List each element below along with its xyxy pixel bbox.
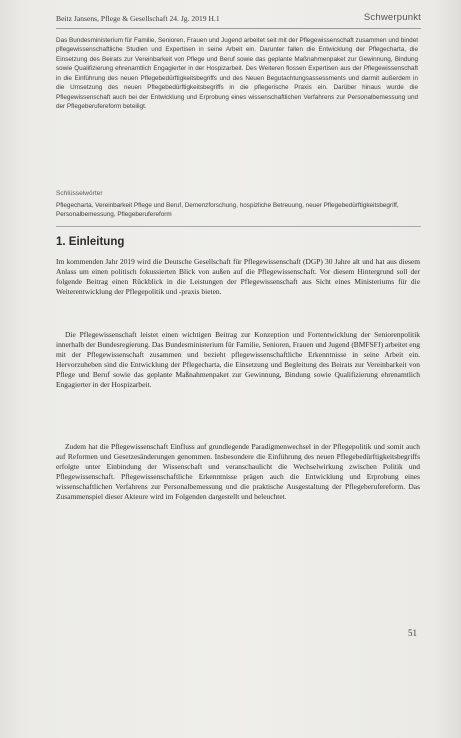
body-paragraph-1: Im kommenden Jahr 2019 wird die Deutsche Gesellschaft für Pflegewissenschaft (DGP) 30 Jahre alt und hat aus diesem Anlass um einen politisch fokussierten Blick von außen auf die Pflegewissenschaft. Vor diesem Hintergrund soll der folgende Beitrag einen Rückblick in die Leistungen der Pflegewissenschaft aus Sicht eines Ministeriums für die Weiterentwicklung der Pflegepolitik und -praxis bieten. (56, 257, 420, 297)
section-divider (56, 226, 421, 227)
running-header (56, 12, 421, 28)
keywords-text: Pflegecharta, Vereinbarkeit Pflege und Beruf, Demenzforschung, hospizliche Betreuung, neuer Pflegebedürftigkeitsbegriff, Personalbemessung, Pflegeberufereform (56, 202, 399, 219)
abstract-text: Das Bundesministerium für Familie, Senioren, Frauen und Jugend arbeitet seit mit der Pflegewissenschaft zusammen und bindet pflegewissenschaftliche Studien und Expertisen in seine Arbeit ein. Darunter fallen die Entwicklung der Pflegecharta, die Einsetzung des Beirats zur Vereinbarkeit von Pflege und Beruf sowie das geplante Maßnahmenpaket zur Gewinnung, Bindung sowie Qualifizierung ehrenamtlich Engagierter in der Hospizarbeit. Des Weiteren flossen Expertisen aus der Pflegewissenschaft in die Einführung des neuen Pflegebedürftigkeitsbegriffs und des Neuen Begutachtungsassessments und darmit außerdem in die Umsetzung des neuen Pflegebedürftigkeitsbegriffs in die pflegerische Praxis ein. Darüber hinaus wurde die Pflegewissenschaft auch bei der Entwicklung und Erprobung eines wissenschaftlichen Verfahrens zur Personalbemessung und der Pflegeberufereform beteiligt. (56, 37, 418, 111)
keywords-label: Schlüsselwörter (56, 190, 103, 197)
header-divider (56, 28, 421, 29)
section-title: 1. Einleitung (56, 236, 125, 248)
page-number: 51 (408, 628, 417, 638)
body-paragraph-3: Zudem hat die Pflegewissenschaft Einfluss auf grundlegende Paradigmenwechsel in der Pflegepolitik und somit auch auf Reformen und Gesetzesänderungen genommen. Insbesondere die Einführung des neuen Pflegebedürftigkeitsbegriffs erfolgte unter Einbindung der Wissenschaft und veranschaulicht die Wechselwirkung zwischen Politik und Pflegewissenschaft. Pflegewissenschaftliche Erkenntnisse prägen auch die Entwicklung und Erprobung eines wissenschaftlichen Verfahrens zur Personalbemessung und die praktische Ausgestaltung der Pflegeberufereform. Das Zusammenspiel dieser Akteure wird im Folgenden dargestellt und beleuchtet. (56, 442, 420, 502)
body-paragraph-2: Die Pflegewissenschaft leistet einen wichtigen Beitrag zur Konzeption und Fortentwicklung der Seniorenpolitik innerhalb der Bundesregierung. Das Bundesministerium für Familie, Senioren, Frauen und Jugend (BMFSFJ) arbeitet eng mit der Pflegewissenschaft zusammen und bezieht pflegewissenschaftliche Erkenntnisse in seine Arbeit ein. Hervorzuheben sind die Entwicklung der Pflegecharta, die Einsetzung und Begleitung des Beirats zur Vereinbarkeit von Pflege und Beruf sowie das geplante Maßnahmenpaket zur Gewinnung, Bindung sowie Qualifizierung ehrenamtlich Engagierter in der Hospizarbeit. (56, 330, 420, 390)
running-head: Beitz Jansens, Pflege & Gesellschaft 24. Jg. 2019 H.1 (56, 14, 220, 23)
section-label: Schwerpunkt (363, 12, 421, 23)
